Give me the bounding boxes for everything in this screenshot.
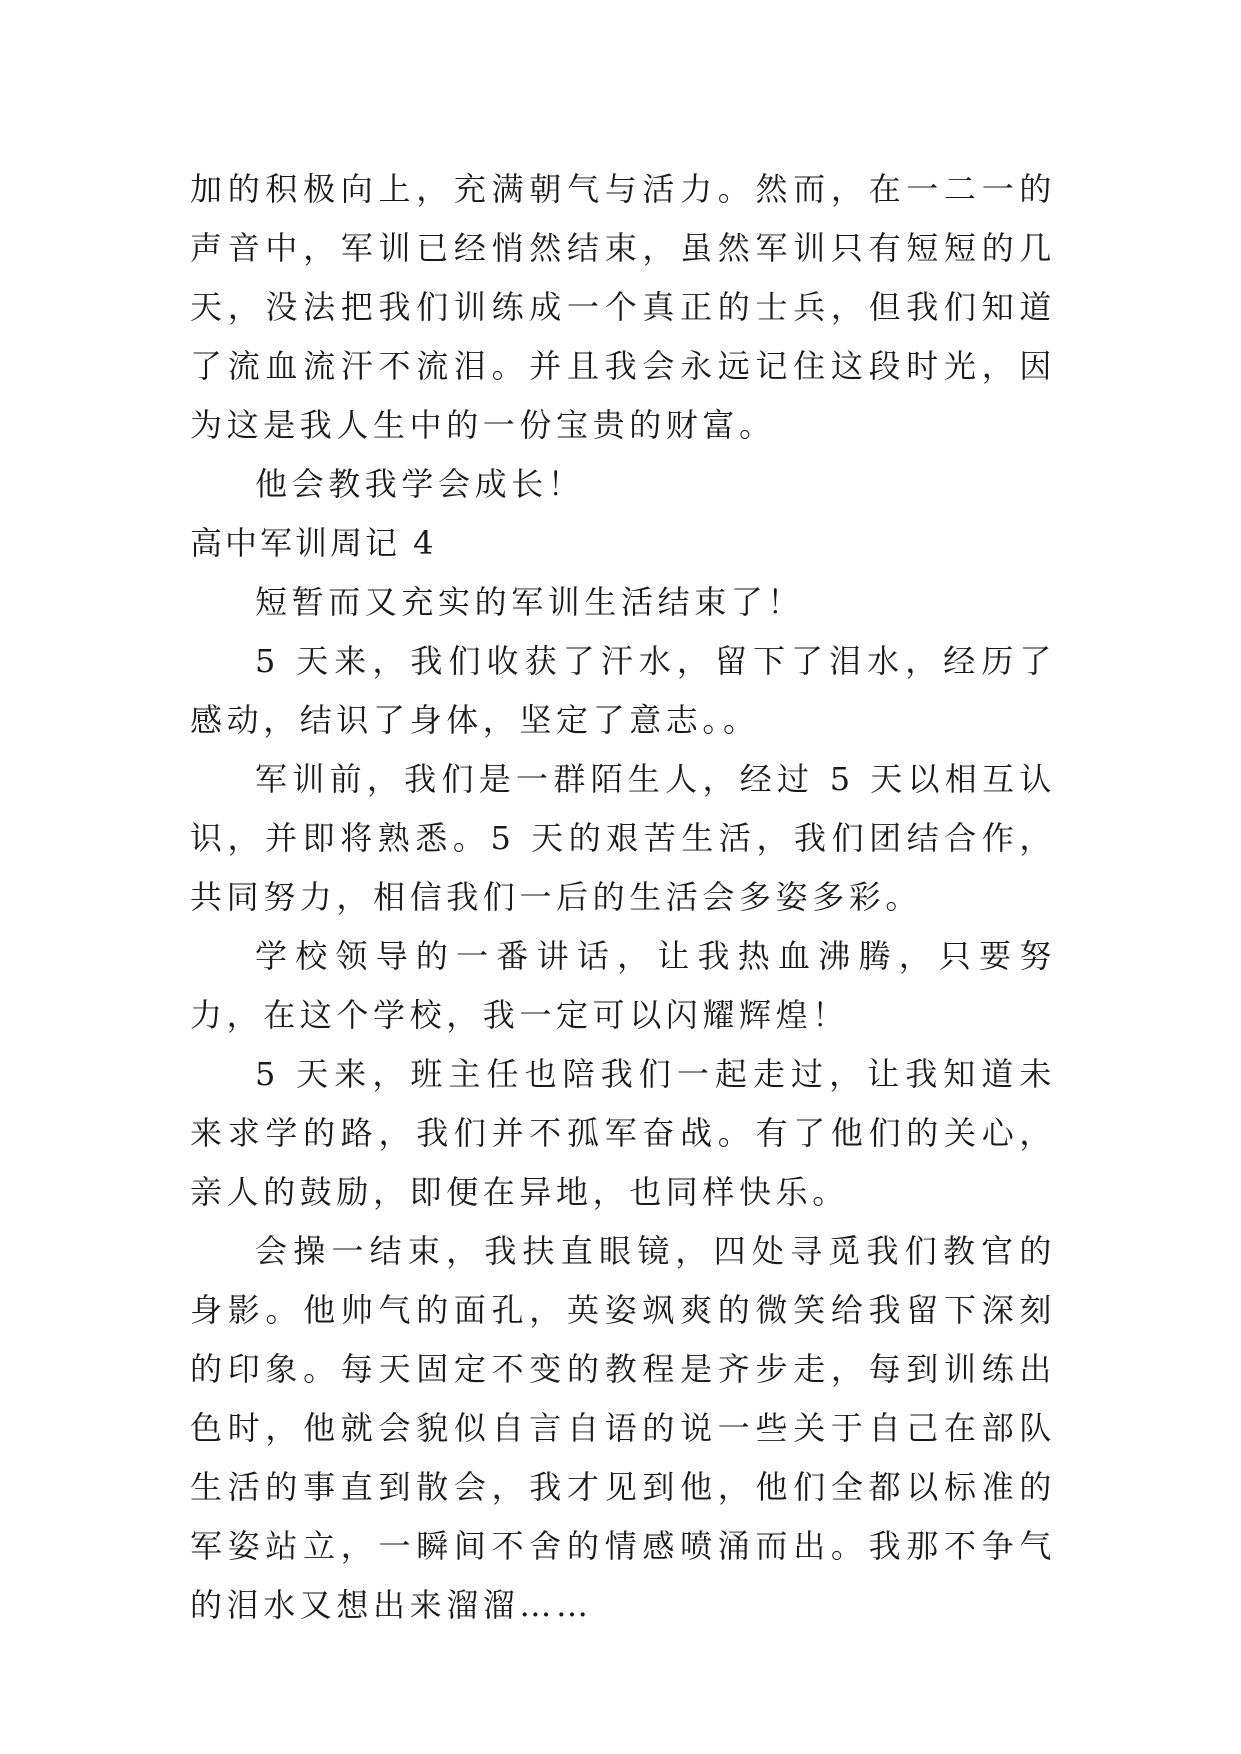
paragraph: 5 天来，班主任也陪我们一起走过，让我知道未来求学的路，我们并不孤军奋战。有了他们的关心，亲人的鼓励，即便在异地，也同样快乐。 [190, 1055, 1056, 1211]
paragraph: 短暂而又充实的军训生活结束了！ [255, 583, 805, 621]
paragraph: 学校领导的一番讲话，让我热血沸腾，只要努力，在这个学校，我一定可以闪耀辉煌！ [190, 937, 1056, 1034]
section-title: 高中军训周记 4 [190, 524, 437, 562]
paragraph: 会操一结束，我扶直眼镜，四处寻觅我们教官的身影。他帅气的面孔，英姿飒爽的微笑给我留下深刻的印象。每天固定不变的教程是齐步走，每到训练出色时，他就会貌似自言自语的说一些关于自己在部队生活的事直到散会，我才见到他，他们全都以标准的军姿站立，一瞬间不舍的情感喷涌而出。我那不争气的泪水又想出来溜溜…… [190, 1232, 1056, 1624]
paragraph-continuation: 加的积极向上，充满朝气与活力。然而，在一二一的声音中，军训已经悄然结束，虽然军训只有短短的几天，没法把我们训练成一个真正的士兵，但我们知道了流血流汗不流泪。并且我会永远记住这段时光，因为这是我人生中的一份宝贵的财富。 [190, 170, 1056, 444]
closing-line: 他会教我学会成长！ [255, 465, 585, 503]
paragraph: 5 天来，我们收获了汗水，留下了泪水，经历了感动，结识了身体，坚定了意志。。 [190, 642, 1056, 739]
paragraph: 军训前，我们是一群陌生人，经过 5 天以相互认识，并即将熟悉。5 天的艰苦生活，我们团结合作，共同努力，相信我们一后的生活会多姿多彩。 [190, 760, 1056, 916]
